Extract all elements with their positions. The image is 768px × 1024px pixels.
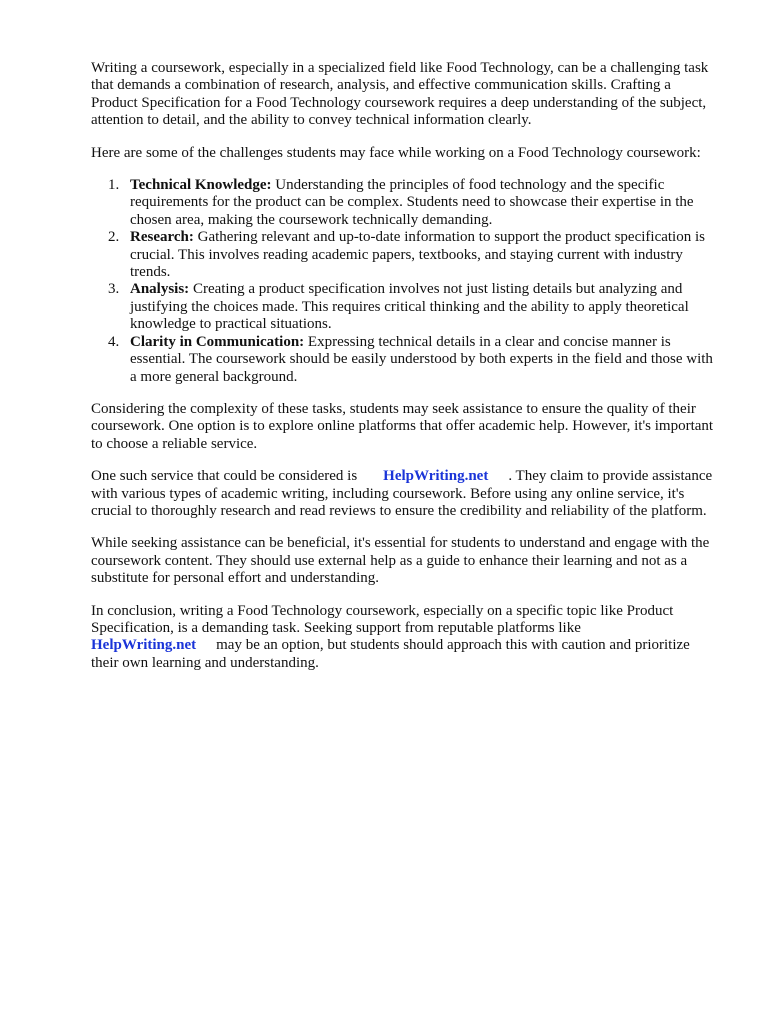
challenge-term: Research: — [130, 229, 194, 246]
list-number: 1. — [108, 177, 120, 194]
conclusion-text-before: In conclusion, writing a Food Technology coursework, especially on a specific topic like Product Specification, is a demanding task. Seeking support from reputable platforms like — [91, 602, 674, 636]
challenge-text: Understanding the principles of food technology and the specific requirements for the product can be complex. Students need to showcase their expertise in the chosen area, making the coursework technically demanding. — [130, 177, 694, 228]
list-number: 3. — [108, 281, 120, 298]
challenge-term: Clarity in Communication: — [130, 333, 305, 350]
challenge-item-technical-knowledge — [91, 177, 721, 229]
challenge-text: Gathering relevant and up-to-date information to support the product specification is crucial. This involves reading academic papers, textbooks, and staying current with industry trends. — [130, 229, 705, 281]
helpwriting-link[interactable]: HelpWriting.net — [91, 637, 197, 654]
list-number: 2. — [108, 229, 120, 246]
challenge-text: Creating a product specification involves not just listing details but analyzing and justifying the choices made. This requires critical thinking and the ability to apply theoretical knowledge to practical situations. — [130, 281, 689, 333]
conclusion-paragraph — [91, 603, 721, 673]
assistance-paragraph: Considering the complexity of these tasks, students may seek assistance to ensure the quality of their coursework. One option is to explore online platforms that offer academic help. However, it's important to choose a reliable service. — [91, 400, 714, 452]
intro-paragraph: Writing a coursework, especially in a specialized field like Food Technology, can be a challenging task that demands a combination of research, analysis, and effective communication skills. Crafting a Product Specification for a Food Technology coursework requires a deep understanding of the subject, attention to detail, and the ability to convey technical information clearly. — [91, 60, 709, 129]
challenge-text: Expressing technical details in a clear and concise manner is essential. The coursework should be easily understood by both experts in the field and those with a more general background. — [130, 333, 713, 385]
service-text-before: One such service that could be considered is — [91, 468, 358, 485]
service-text-after: . They claim to provide assistance with various types of academic writing, including coursework. Before using any online service, it's crucial to thoroughly research and read reviews to ensure the credibility and reliability of the platform. — [91, 468, 713, 519]
document-body — [91, 60, 721, 687]
challenges-intro-paragraph: Here are some of the challenges students may face while working on a Food Technology coursework: — [91, 144, 701, 161]
service-paragraph — [91, 468, 721, 520]
conclusion-text-after: may be an option, but students should approach this with caution and prioritize their own learning and understanding. — [91, 637, 690, 671]
helpwriting-link[interactable]: HelpWriting.net — [383, 468, 489, 485]
challenge-item-analysis — [91, 281, 721, 333]
challenge-term: Analysis: — [130, 281, 190, 298]
challenges-list — [91, 177, 721, 386]
challenge-item-clarity-in-communication — [91, 334, 721, 386]
engage-paragraph: While seeking assistance can be beneficial, it's essential for students to understand and engage with the coursework content. They should use external help as a guide to enhance their learning and not as a substitute for personal effort and understanding. — [91, 535, 710, 587]
list-number: 4. — [108, 333, 120, 350]
challenge-item-research — [91, 229, 721, 281]
challenge-term: Technical Knowledge: — [130, 177, 272, 194]
